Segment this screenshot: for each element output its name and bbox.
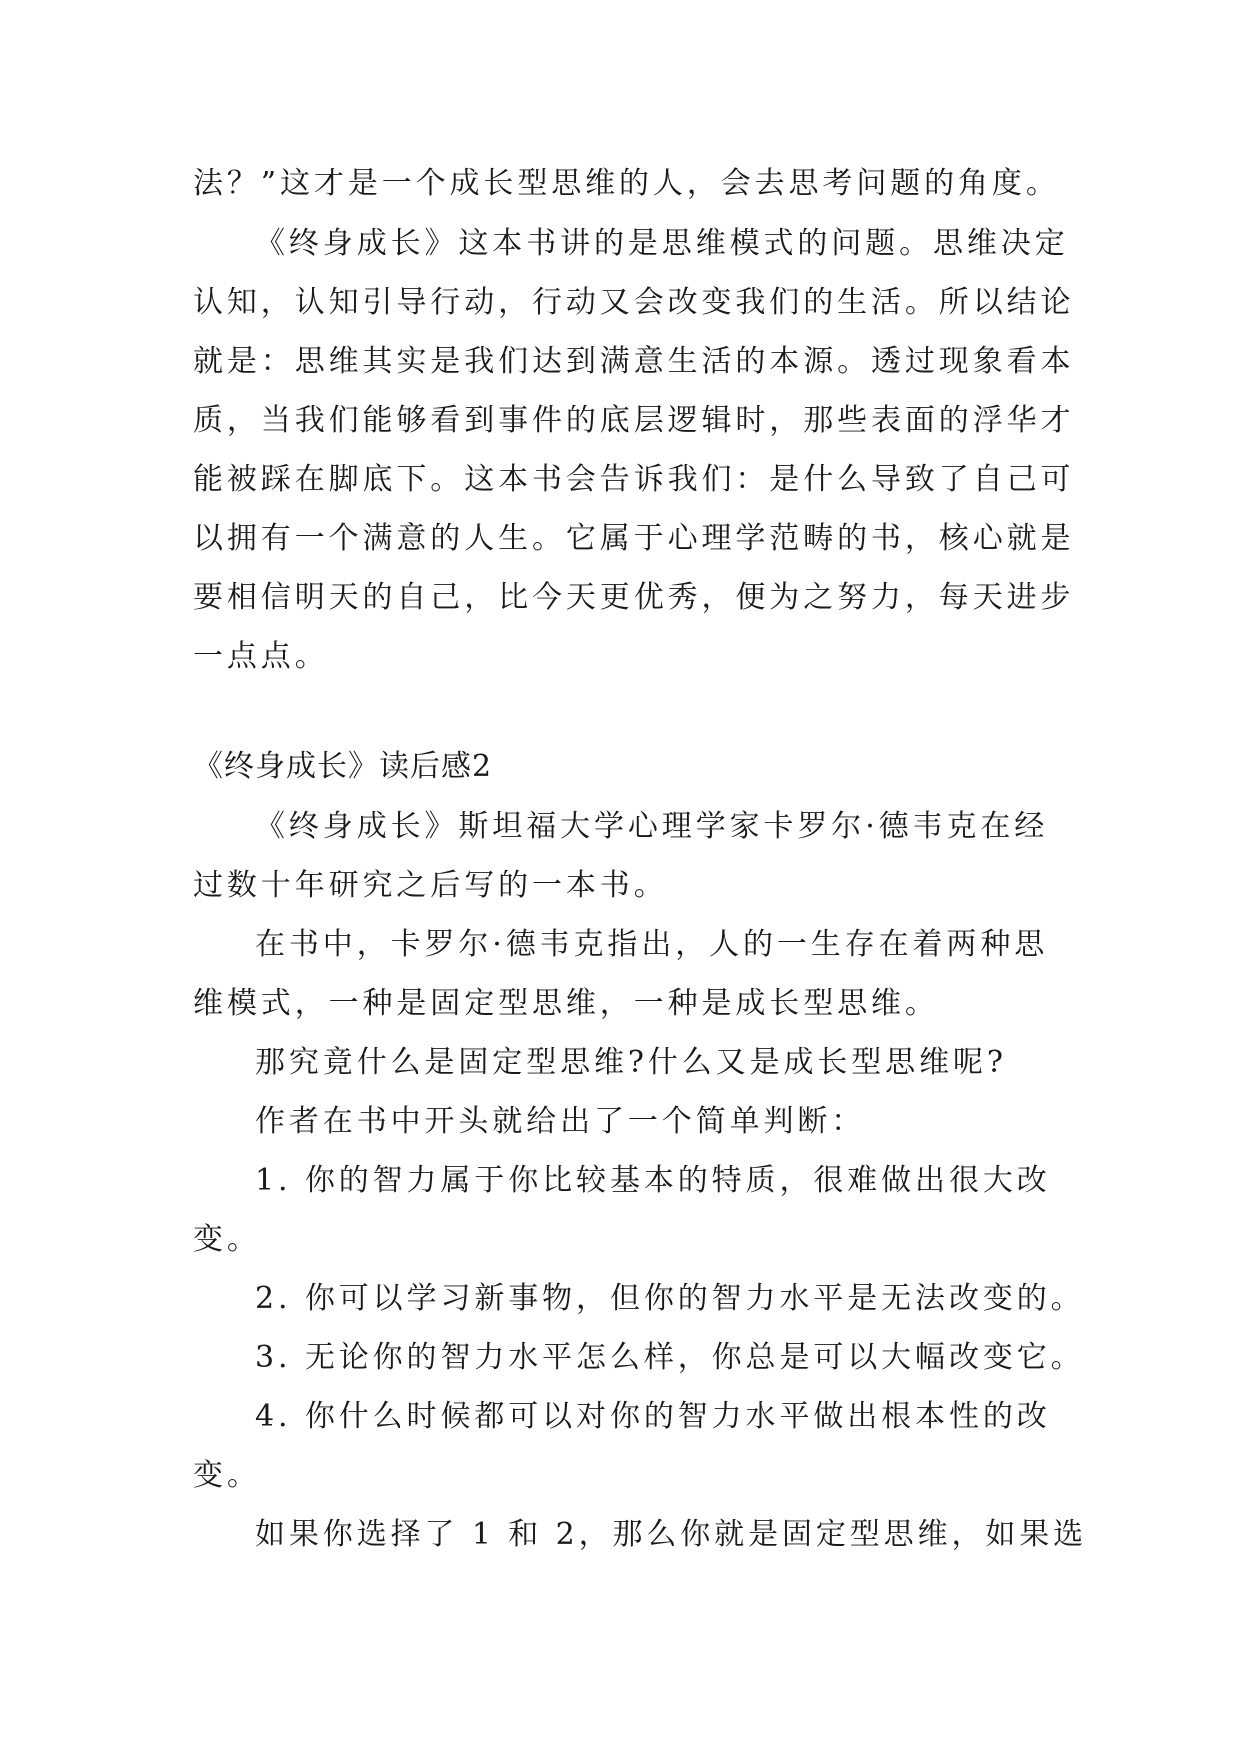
text-line: 能被踩在脚底下。这本书会告诉我们：是什么导致了自己可 (193, 462, 1075, 497)
text-line: 法？”这才是一个成长型思维的人，会去思考问题的角度。 (193, 166, 1060, 201)
text-line: 变。 (193, 1222, 261, 1257)
list-item: 3. 无论你的智力水平怎么样，你总是可以大幅改变它。 (255, 1340, 1085, 1375)
text-line: 维模式，一种是固定型思维，一种是成长型思维。 (193, 986, 939, 1021)
text-line: 要相信明天的自己，比今天更优秀，便为之努力，每天进步 (193, 580, 1075, 615)
section-heading: 《终身成长》读后感2 (193, 749, 493, 784)
text-line: 一点点。 (193, 639, 329, 674)
text-line: 那究竟什么是固定型思维?什么又是成长型思维呢? (255, 1045, 1007, 1080)
text-line: 《终身成长》这本书讲的是思维模式的问题。思维决定 (255, 226, 1069, 261)
text-line: 就是：思维其实是我们达到满意生活的本源。透过现象看本 (193, 344, 1075, 379)
text-line: 以拥有一个满意的人生。它属于心理学范畴的书，核心就是 (193, 521, 1075, 556)
text-line: 在书中，卡罗尔·德韦克指出，人的一生存在着两种思 (255, 927, 1049, 962)
text-line: 作者在书中开头就给出了一个简单判断： (255, 1104, 866, 1139)
text-line: 过数十年研究之后写的一本书。 (193, 868, 668, 903)
text-line: 《终身成长》斯坦福大学心理学家卡罗尔·德韦克在经 (255, 809, 1049, 844)
text-line: 变。 (193, 1458, 261, 1493)
text-line: 认知，认知引导行动，行动又会改变我们的生活。所以结论 (193, 285, 1075, 320)
list-item: 2. 你可以学习新事物，但你的智力水平是无法改变的。 (255, 1281, 1085, 1316)
text-line: 如果你选择了 1 和 2，那么你就是固定型思维，如果选 (255, 1517, 1088, 1552)
list-item: 4. 你什么时候都可以对你的智力水平做出根本性的改 (255, 1399, 1051, 1434)
list-item: 1. 你的智力属于你比较基本的特质，很难做出很大改 (255, 1163, 1051, 1198)
text-line: 质，当我们能够看到事件的底层逻辑时，那些表面的浮华才 (193, 403, 1075, 438)
